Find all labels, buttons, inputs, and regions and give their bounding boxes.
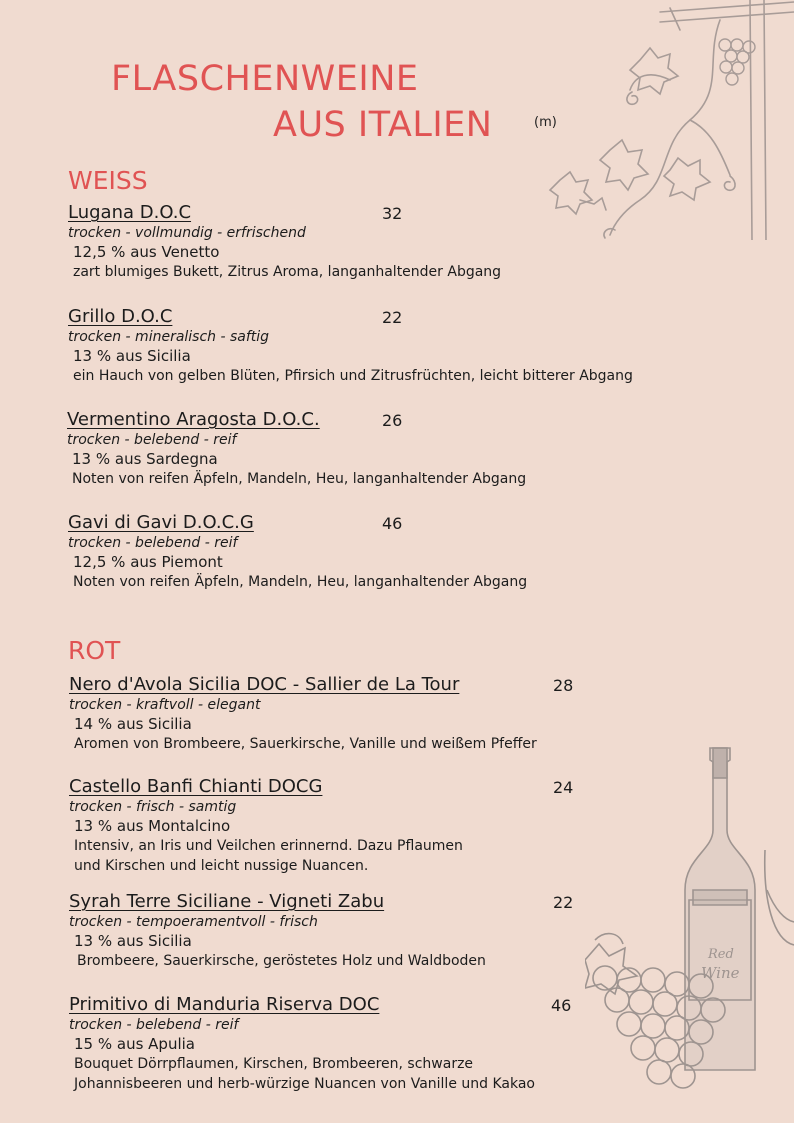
wine-notes: Noten von reifen Äpfeln, Mandeln, Heu, langanhaltender Abgang: [72, 471, 527, 487]
wine-price: 46: [551, 996, 572, 1015]
bottle-label-line2: Wine: [701, 964, 740, 982]
wine-notes: und Kirschen und leicht nussige Nuancen.: [74, 858, 369, 874]
wine-price: 22: [382, 308, 403, 327]
wine-price: 26: [382, 411, 403, 430]
wine-origin: 13 % aus Montalcino: [74, 817, 231, 835]
wine-notes: Aromen von Brombeere, Sauerkirsche, Vanille und weißem Pfeffer: [74, 736, 537, 752]
wine-origin: 13 % aus Sicilia: [73, 347, 191, 365]
bottle-label-line1: Red: [708, 947, 734, 962]
wine-name: Syrah Terre Siciliane - Vigneti Zabu: [69, 891, 385, 912]
wine-price: 46: [382, 514, 403, 533]
wine-notes: ein Hauch von gelben Blüten, Pfirsich und Zitrusfrüchten, leicht bitterer Abgang: [73, 368, 633, 384]
wine-style: trocken - frisch - samtig: [69, 799, 237, 815]
wine-style: trocken - kraftvoll - elegant: [69, 697, 261, 713]
wine-notes: Intensiv, an Iris und Veilchen erinnernd. Dazu Pflaumen: [74, 838, 463, 854]
section-title-rot: ROT: [68, 636, 121, 665]
page-title-line2: AUS ITALIEN: [273, 105, 493, 145]
wine-item: [68, 512, 527, 592]
wine-origin: 13 % aus Sardegna: [72, 450, 218, 468]
wine-item: [68, 306, 633, 386]
wine-price: 28: [553, 676, 574, 695]
wine-name: Grillo D.O.C: [68, 306, 173, 327]
wine-style: trocken - belebend - reif: [69, 1017, 239, 1033]
wine-style: trocken - mineralisch - saftig: [68, 329, 270, 345]
wine-origin: 12,5 % aus Piemont: [73, 553, 223, 571]
wine-notes: zart blumiges Bukett, Zitrus Aroma, langanhaltender Abgang: [73, 264, 502, 280]
wine-style: trocken - belebend - reif: [67, 432, 237, 448]
wine-origin: 13 % aus Sicilia: [74, 932, 192, 950]
wine-item: [69, 674, 574, 754]
wine-origin: 14 % aus Sicilia: [74, 715, 192, 733]
wine-notes: Noten von reifen Äpfeln, Mandeln, Heu, langanhaltender Abgang: [73, 574, 528, 590]
wine-origin: 12,5 % aus Venetto: [73, 243, 220, 261]
wine-price: 24: [553, 778, 574, 797]
wine-notes: Johannisbeeren und herb-würzige Nuancen von Vanille und Kakao: [74, 1076, 535, 1092]
wine-price: 22: [553, 893, 574, 912]
wine-name: Nero d'Avola Sicilia DOC - Sallier de La Tour: [69, 674, 460, 695]
wine-name: Lugana D.O.C: [68, 202, 192, 223]
wine-name: Gavi di Gavi D.O.C.G: [68, 512, 254, 533]
wine-name: Vermentino Aragosta D.O.C.: [67, 409, 320, 430]
grapevine-illustration: [520, 0, 794, 240]
section-title-weiss: WEISS: [68, 166, 148, 195]
wine-name: Castello Banfi Chianti DOCG: [69, 776, 323, 797]
wine-style: trocken - belebend - reif: [68, 535, 238, 551]
page-title-line1: FLASCHENWEINE: [111, 59, 419, 99]
wine-item: [69, 994, 572, 1094]
title-note: (m): [534, 115, 557, 130]
wine-item: [69, 891, 574, 971]
wine-item: [69, 776, 574, 876]
wine-style: trocken - vollmundig - erfrischend: [68, 225, 306, 241]
wine-name: Primitivo di Manduria Riserva DOC: [69, 994, 380, 1015]
wine-notes: Brombeere, Sauerkirsche, geröstetes Holz und Waldboden: [77, 953, 486, 969]
wine-item: [68, 202, 501, 282]
wine-style: trocken - tempoeramentvoll - frisch: [69, 914, 318, 930]
wine-price: 32: [382, 204, 403, 223]
wine-item: [67, 409, 526, 489]
wine-origin: 15 % aus Apulia: [74, 1035, 195, 1053]
wine-notes: Bouquet Dörrpflaumen, Kirschen, Brombeeren, schwarze: [74, 1056, 474, 1072]
wine-bottle-illustration: [585, 740, 794, 1123]
